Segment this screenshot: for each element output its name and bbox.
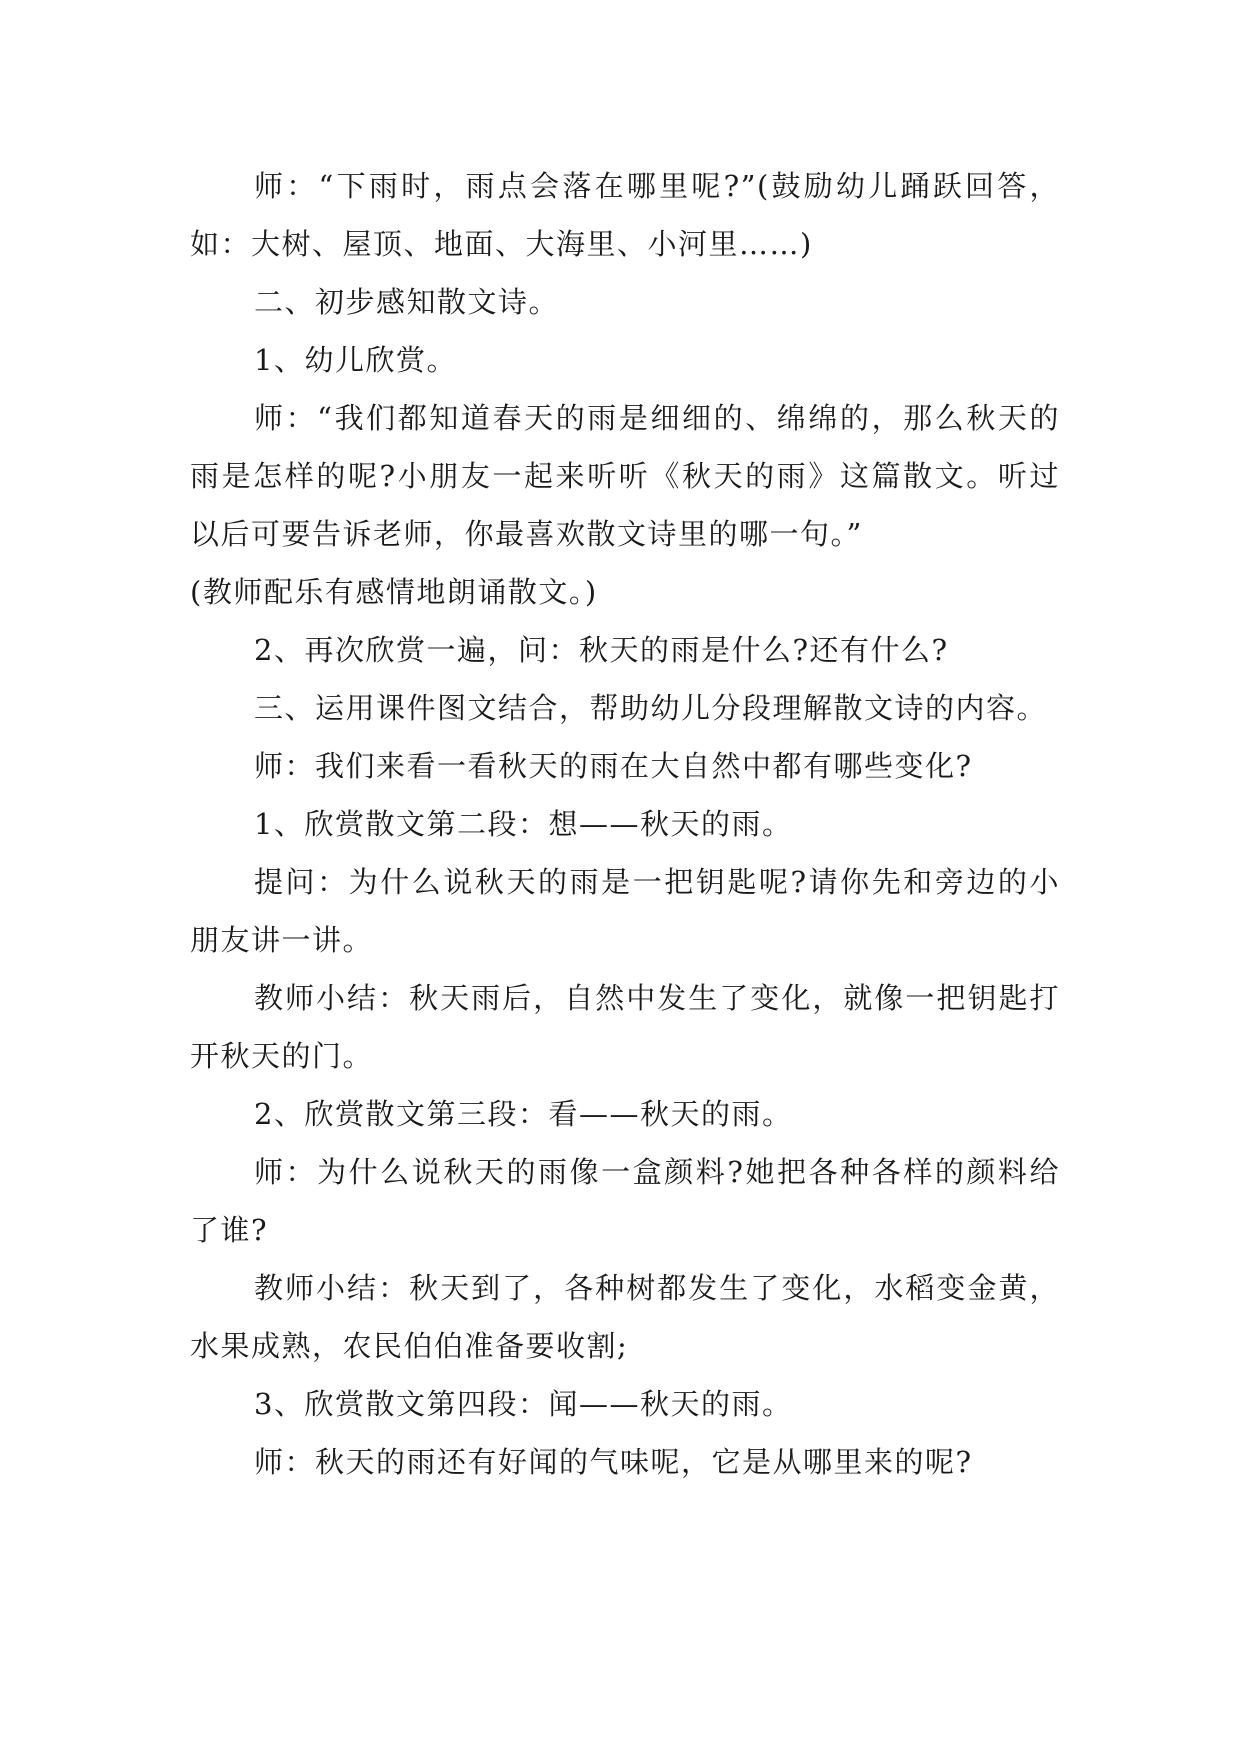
list-item-heading: 2、再次欣赏一遍，问：秋天的雨是什么?还有什么? [254,633,949,667]
paragraph: (教师配乐有感情地朗诵散文。) [190,575,598,609]
paragraph: 师：秋天的雨还有好闻的气味呢，它是从哪里来的呢? [254,1445,973,1479]
paragraph: 教师小结：秋天到了，各种树都发生了变化，水稻变金黄，水果成熟，农民伯伯准备要收割; [190,1271,1060,1363]
paragraph: 师：“我们都知道春天的雨是细细的、绵绵的，那么秋天的雨是怎样的呢?小朋友一起来听听《秋天的雨》这篇散文。听过以后可要告诉老师，你最喜欢散文诗里的哪一句。” [190,401,1060,551]
list-item-heading: 3、欣赏散文第四段：闻——秋天的雨。 [254,1387,793,1421]
section-heading: 二、初步感知散文诗。 [254,285,560,319]
list-item-heading: 1、幼儿欣赏。 [254,343,457,377]
paragraph: 提问：为什么说秋天的雨是一把钥匙呢?请你先和旁边的小朋友讲一讲。 [190,865,1060,957]
paragraph: 师：我们来看一看秋天的雨在大自然中都有哪些变化? [254,749,973,783]
list-item-heading: 2、欣赏散文第三段：看——秋天的雨。 [254,1097,793,1131]
paragraph: 教师小结：秋天雨后，自然中发生了变化，就像一把钥匙打开秋天的门。 [190,981,1060,1073]
section-heading: 三、运用课件图文结合，帮助幼儿分段理解散文诗的内容。 [254,691,1048,725]
list-item-heading: 1、欣赏散文第二段：想——秋天的雨。 [254,807,793,841]
paragraph: 师：“下雨时，雨点会落在哪里呢?”(鼓励幼儿踊跃回答，如：大树、屋顶、地面、大海里、小河里……) [190,169,1060,261]
document-body [190,157,1060,1491]
paragraph: 师：为什么说秋天的雨像一盒颜料?她把各种各样的颜料给了谁? [190,1155,1060,1247]
